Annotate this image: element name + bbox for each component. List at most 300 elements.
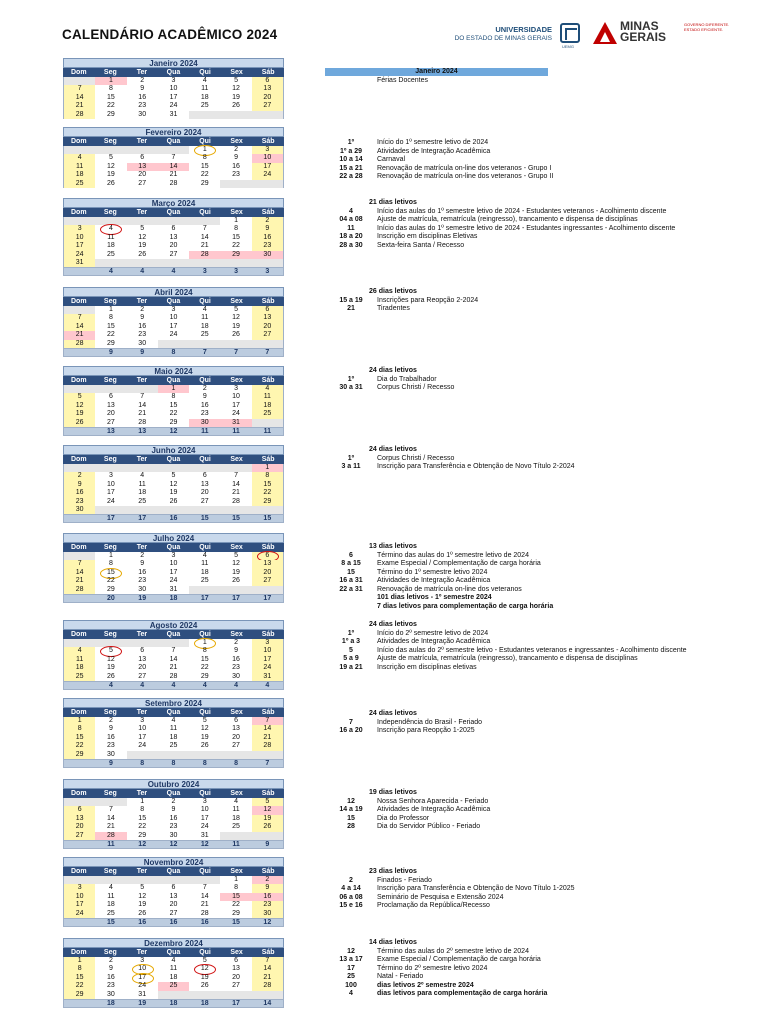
day-cell: 18	[107, 901, 115, 909]
weekday-label: Qua	[166, 544, 181, 551]
event-date: 28 a 30	[339, 241, 363, 249]
day-cell: 22	[232, 242, 240, 250]
day-cell: 3	[140, 957, 145, 964]
weekday-label: Dom	[71, 138, 87, 145]
event-description: Término do 1º semestre letivo 2024	[377, 568, 488, 576]
weekday-label: Qui	[199, 544, 211, 551]
day-cell: 4	[234, 798, 238, 805]
event-description: Independência do Brasil - Feriado	[377, 718, 483, 726]
empty-cell	[158, 751, 189, 759]
event-item	[325, 594, 745, 603]
empty-cell	[64, 217, 95, 225]
empty-cell	[189, 111, 220, 119]
day-cell: 8	[108, 85, 113, 93]
school-days-total: 26 dias letivos	[369, 288, 417, 295]
day-cell: 12	[252, 806, 283, 814]
event-description: Renovação de matrícula on-line dos veteranos - Grupo I	[377, 164, 552, 172]
event-description: Inscrição em disciplinas eletivas	[377, 663, 477, 671]
day-cell: 27	[252, 331, 283, 339]
day-cell: 7	[171, 647, 176, 655]
day-cell: 18	[64, 664, 95, 672]
week-row	[63, 506, 284, 514]
week-row	[63, 251, 284, 259]
school-days-summary-row	[63, 759, 284, 768]
summary-cell: 17	[200, 594, 209, 602]
weekday-label: Sex	[230, 377, 243, 384]
weekday-label: Sáb	[261, 790, 275, 797]
day-cell: 28	[169, 672, 178, 680]
weekday-label: Dom	[71, 298, 87, 305]
day-cell: 22	[107, 577, 115, 585]
event-item	[325, 208, 745, 217]
summary-cell: 9	[108, 759, 113, 767]
day-cell: 4	[171, 717, 176, 724]
day-cell: 23	[232, 664, 240, 672]
weekday-label: Ter	[136, 544, 148, 551]
day-cell: 20	[169, 901, 178, 909]
day-cell: 8	[64, 965, 95, 973]
empty-cell	[95, 464, 126, 472]
day-cell: 5	[108, 154, 113, 162]
day-cell: 6	[140, 647, 145, 655]
event-date: 28	[347, 823, 355, 830]
week-row	[63, 876, 284, 884]
day-cell: 12	[64, 402, 95, 410]
event-date: 12	[347, 797, 355, 805]
day-cell: 31	[169, 585, 178, 593]
day-cell: 12	[169, 480, 178, 488]
weekday-header	[63, 789, 284, 798]
day-cell: 6	[234, 717, 238, 724]
week-row	[63, 586, 284, 594]
school-days-summary-row	[63, 999, 284, 1008]
week-row	[63, 225, 284, 233]
day-cell: 21	[252, 974, 283, 982]
event-description: Corpus Christi / Recesso	[377, 384, 455, 391]
day-cell: 16	[138, 93, 147, 101]
school-days-summary-row	[63, 594, 284, 603]
day-cell: 18	[169, 973, 178, 981]
weekday-label: Qui	[199, 709, 211, 716]
day-cell: 12	[232, 314, 240, 322]
day-cell: 2	[234, 639, 238, 646]
week-row	[63, 472, 284, 480]
week-row	[63, 639, 284, 647]
day-cell: 27	[200, 497, 209, 505]
summary-cell: 15	[107, 918, 115, 926]
day-cell: 16	[232, 162, 240, 170]
day-cell: 22	[107, 102, 115, 110]
day-cell: 9	[140, 85, 145, 93]
day-cell: 10	[127, 965, 158, 973]
empty-cell	[252, 832, 283, 840]
empty-cell	[220, 991, 251, 999]
week-row	[63, 673, 284, 681]
empty-cell	[64, 552, 95, 560]
day-cell: 6	[108, 393, 113, 401]
event-item	[325, 727, 745, 736]
day-cell: 10	[107, 480, 115, 488]
day-cell: 3	[171, 77, 176, 84]
week-row	[63, 154, 284, 162]
day-cell: 6	[171, 225, 176, 233]
event-description: Carnaval	[377, 156, 406, 163]
event-date: 06 a 08	[339, 893, 363, 901]
minas-gerais-tagline: GOVERNO DIFERENTE. ESTADO EFICIENTE.	[684, 22, 730, 32]
empty-cell	[64, 798, 95, 806]
summary-cell: 17	[138, 515, 147, 523]
day-cell: 21	[169, 664, 178, 672]
week-row	[63, 647, 284, 655]
day-cell: 11	[64, 656, 95, 664]
summary-cell	[64, 428, 95, 435]
event-item	[325, 982, 745, 991]
event-date: 1º	[347, 375, 355, 383]
event-date: 16 a 31	[339, 577, 363, 584]
day-cell: 30	[189, 419, 220, 427]
weekday-label: Ter	[136, 790, 148, 797]
weekday-label: Dom	[71, 69, 87, 76]
event-description: Término das aulas do 2º semestre letivo de 2024	[377, 947, 529, 955]
day-cell: 9	[234, 647, 238, 655]
day-cell: 1	[108, 552, 113, 559]
day-cell: 16	[252, 234, 283, 242]
school-days-summary-row	[63, 681, 284, 690]
empty-cell	[189, 991, 220, 999]
summary-cell: 20	[107, 594, 115, 602]
weekday-label: Sex	[230, 868, 243, 875]
week-row	[63, 410, 284, 418]
summary-cell: 17	[232, 999, 240, 1007]
day-cell: 17	[252, 163, 283, 171]
week-row	[63, 464, 284, 472]
week-row	[63, 340, 284, 348]
day-cell: 6	[64, 806, 95, 814]
summary-cell: 7	[265, 348, 270, 356]
day-cell: 3	[171, 306, 176, 313]
day-cell: 25	[200, 331, 209, 339]
summary-cell: 11	[232, 427, 240, 435]
summary-cell: 7	[265, 759, 270, 767]
school-days-total: 13 dias letivos	[369, 543, 417, 550]
weekday-label: Qua	[166, 631, 181, 638]
week-row	[63, 111, 284, 119]
summary-cell: 14	[263, 999, 272, 1007]
school-days-summary-row	[63, 427, 284, 436]
week-row	[63, 974, 284, 982]
summary-cell: 11	[232, 840, 240, 848]
empty-cell	[189, 876, 220, 884]
event-description: Início do 2º semestre letivo de 2024	[377, 629, 489, 637]
day-cell: 16	[200, 401, 209, 409]
day-cell: 10	[64, 893, 95, 901]
empty-cell	[127, 506, 158, 514]
weekday-label: Dom	[71, 631, 87, 638]
weekday-label: Qui	[199, 138, 211, 145]
day-cell: 9	[252, 884, 283, 892]
school-days-summary-row	[63, 348, 284, 357]
week-row	[63, 798, 284, 806]
event-description: Atividades de Integração Acadêmica	[377, 638, 491, 645]
day-cell: 25	[107, 250, 115, 258]
day-cell: 13	[64, 815, 95, 823]
event-description: Inscrição para Transferência e Obtenção de Novo Título 1-2025	[377, 885, 575, 892]
day-cell: 21	[138, 410, 147, 418]
event-description: Atividades de Integração Acadêmica	[377, 147, 491, 155]
day-cell: 17	[107, 489, 115, 497]
day-cell: 31	[169, 110, 178, 118]
month-title: Novembro 2024	[63, 857, 284, 867]
day-cell: 8	[140, 806, 145, 814]
day-cell: 29	[252, 498, 283, 506]
event-description: Término das aulas do 1º semestre letivo de 2024	[377, 551, 529, 559]
event-date: 17	[347, 964, 355, 972]
day-cell: 10	[200, 806, 209, 814]
day-cell: 17	[169, 322, 178, 330]
week-row	[63, 656, 284, 664]
day-cell: 14	[200, 233, 209, 241]
day-cell: 4	[202, 552, 207, 559]
day-cell: 23	[200, 410, 209, 418]
week-row	[63, 94, 284, 102]
day-cell: 2	[202, 385, 207, 392]
day-cell: 6	[202, 472, 207, 480]
day-cell: 10	[138, 725, 147, 733]
event-date: 14 a 19	[339, 806, 363, 813]
weekday-label: Ter	[136, 69, 148, 76]
weekday-label: Qua	[166, 790, 181, 797]
empty-cell	[189, 217, 220, 225]
day-cell: 20	[64, 823, 95, 831]
summary-cell: 19	[138, 594, 147, 602]
day-cell: 18	[200, 322, 209, 330]
event-item	[325, 225, 745, 234]
school-days-total: 14 dias letivos	[369, 939, 417, 946]
day-cell: 25	[138, 497, 147, 505]
weekday-label: Seg	[103, 69, 117, 76]
day-cell: 11	[232, 806, 240, 814]
month-title: Julho 2024	[63, 533, 284, 543]
day-cell: 23	[138, 331, 147, 339]
summary-cell: 3	[202, 268, 207, 276]
day-cell: 2	[234, 146, 238, 153]
weekday-label: Qui	[199, 209, 211, 216]
day-cell: 8	[234, 225, 238, 233]
weekday-label: Sex	[230, 209, 243, 216]
event-item	[325, 139, 745, 148]
weekday-label: Qui	[199, 868, 211, 875]
day-cell: 20	[232, 973, 240, 981]
day-cell: 23	[252, 901, 283, 909]
day-cell: 22	[64, 982, 95, 990]
month-calendar	[63, 620, 284, 690]
event-item	[325, 647, 745, 656]
day-cell: 23	[252, 242, 283, 250]
empty-cell	[64, 464, 95, 472]
day-cell: 9	[108, 725, 113, 733]
event-description: Dia do Trabalhador	[377, 375, 437, 383]
weekday-label: Sáb	[261, 377, 275, 384]
day-cell: 28	[64, 111, 95, 119]
summary-cell: 11	[201, 427, 209, 435]
empty-cell	[64, 146, 95, 154]
day-cell: 21	[200, 901, 209, 909]
day-cell: 28	[189, 251, 220, 259]
summary-cell: 4	[140, 681, 145, 689]
day-cell: 26	[169, 497, 178, 505]
day-cell: 24	[252, 664, 283, 672]
weekday-label: Qua	[166, 949, 181, 956]
empty-cell	[158, 259, 189, 267]
event-item	[325, 297, 745, 306]
week-row	[63, 259, 284, 267]
day-cell: 23	[107, 742, 115, 750]
event-date: 7	[349, 718, 353, 726]
week-row	[63, 569, 284, 577]
event-description: Atividades de Integração Acadêmica	[377, 806, 491, 813]
week-row	[63, 146, 284, 154]
event-description: Inscrição em disciplinas Eletivas	[377, 233, 478, 240]
day-cell: 9	[108, 965, 113, 973]
summary-cell: 12	[169, 840, 178, 848]
day-cell: 15	[232, 233, 240, 241]
summary-cell	[64, 682, 95, 689]
uemg-logo-icon	[560, 23, 580, 43]
empty-cell	[95, 385, 126, 393]
summary-cell: 18	[169, 999, 178, 1007]
day-cell: 15	[107, 322, 115, 330]
empty-cell	[127, 751, 158, 759]
weekday-label: Ter	[136, 298, 148, 305]
day-cell: 11	[107, 233, 115, 241]
day-cell: 6	[252, 306, 283, 314]
weekday-label: Qui	[199, 69, 211, 76]
month-events	[325, 199, 745, 250]
day-cell: 10	[169, 560, 178, 568]
day-cell: 8	[108, 560, 113, 568]
day-cell: 29	[220, 251, 251, 259]
day-cell: 18	[107, 242, 115, 250]
weekday-label: Dom	[71, 544, 87, 551]
day-cell: 7	[108, 806, 113, 814]
day-cell: 17	[64, 242, 95, 250]
day-cell: 4	[64, 647, 95, 655]
event-description: Início do 1º semestre letivo de 2024	[377, 139, 489, 146]
day-cell: 10	[169, 314, 178, 322]
weekday-label: Ter	[136, 456, 148, 463]
day-cell: 20	[169, 242, 178, 250]
empty-cell	[220, 259, 251, 267]
weekday-label: Qua	[166, 456, 181, 463]
day-cell: 23	[64, 498, 95, 506]
event-item	[325, 552, 745, 561]
day-cell: 3	[108, 472, 113, 480]
day-cell: 30	[169, 831, 178, 839]
day-cell: 15	[252, 481, 283, 489]
event-date: 4	[349, 990, 353, 997]
empty-cell	[220, 340, 251, 348]
empty-cell	[127, 464, 158, 472]
day-cell: 13	[232, 725, 240, 733]
day-cell: 5	[140, 884, 145, 892]
weekday-label: Dom	[71, 456, 87, 463]
day-cell: 31	[138, 990, 147, 998]
day-cell: 8	[171, 393, 176, 401]
day-cell: 7	[171, 154, 176, 162]
day-cell: 10	[64, 234, 95, 242]
event-item	[325, 902, 745, 911]
summary-cell: 18	[200, 999, 209, 1007]
event-description: Dia do Servidor Público - Feriado	[377, 823, 481, 830]
event-date: 10 a 14	[339, 156, 363, 163]
event-date: 2	[349, 876, 353, 884]
day-cell: 22	[200, 664, 209, 672]
day-cell: 2	[252, 217, 283, 225]
day-cell: 15	[64, 734, 95, 742]
day-cell: 28	[200, 909, 209, 917]
day-cell: 13	[169, 892, 178, 900]
day-cell: 15	[95, 569, 126, 577]
month-title: Dezembro 2024	[63, 938, 284, 948]
school-days-summary-row	[63, 267, 284, 276]
weekday-label: Ter	[136, 868, 148, 875]
summary-cell: 16	[169, 515, 178, 523]
day-cell: 23	[138, 577, 147, 585]
week-row	[63, 180, 284, 188]
empty-cell	[64, 385, 95, 393]
event-item	[325, 664, 745, 673]
event-date: 16 a 20	[339, 727, 363, 734]
empty-cell	[127, 639, 158, 647]
day-cell: 7	[234, 472, 238, 480]
event-item	[325, 173, 745, 182]
day-cell: 24	[169, 577, 178, 585]
empty-cell	[220, 751, 251, 759]
summary-cell: 8	[171, 348, 176, 356]
summary-cell: 8	[171, 759, 176, 767]
day-cell: 2	[252, 876, 283, 884]
event-description: 101 dias letivos - 1º semestre 2024	[377, 594, 492, 601]
day-cell: 9	[64, 481, 95, 489]
day-cell: 12	[189, 965, 220, 973]
event-item	[325, 956, 745, 965]
weekday-header	[63, 297, 284, 306]
week-row	[63, 217, 284, 225]
weekday-label: Sáb	[261, 298, 275, 305]
weekday-label: Qui	[199, 790, 211, 797]
empty-cell	[158, 340, 189, 348]
day-cell: 1	[64, 717, 95, 725]
weekday-label: Sáb	[261, 868, 275, 875]
event-item	[325, 877, 745, 886]
day-cell: 27	[252, 577, 283, 585]
day-cell: 22	[64, 742, 95, 750]
day-cell: 29	[107, 585, 115, 593]
day-cell: 16	[64, 489, 95, 497]
event-description: Natal - Feriado	[377, 973, 424, 980]
day-cell: 24	[200, 823, 209, 831]
day-cell: 1	[95, 77, 126, 85]
week-row	[63, 419, 284, 427]
day-cell: 30	[138, 585, 147, 593]
weekday-header	[63, 630, 284, 639]
day-cell: 14	[158, 163, 189, 171]
event-description: Renovação de matrícula on-line dos veteranos	[377, 585, 522, 593]
day-cell: 19	[232, 568, 240, 576]
day-cell: 20	[138, 664, 147, 672]
summary-cell: 17	[263, 594, 272, 602]
day-cell: 15	[200, 162, 209, 170]
